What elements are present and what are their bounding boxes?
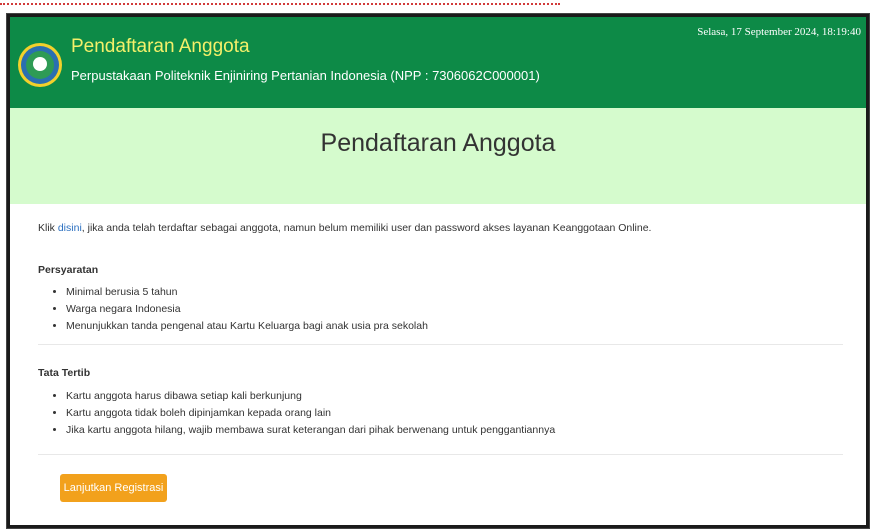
- list-item: • Kartu anggota tidak boleh dipinjamkan kepada orang lain: [66, 405, 555, 422]
- intro-text: [38, 222, 651, 234]
- hero-banner: [10, 108, 866, 204]
- persyaratan-list: [38, 284, 428, 335]
- continue-registration-button[interactable]: Lanjutkan Registrasi: [60, 474, 167, 502]
- divider: [38, 344, 843, 345]
- intro-suffix: , jika anda telah terdaftar sebagai anggota, namun belum memiliki user dan password akses layanan Keanggotaan Online.: [81, 222, 652, 234]
- current-datetime: Selasa, 17 September 2024, 18:19:40: [697, 26, 861, 38]
- library-logo-icon: [18, 43, 62, 87]
- site-header: [10, 17, 866, 108]
- intro-prefix: Klik: [38, 222, 58, 234]
- list-item: • Kartu anggota harus dibawa setiap kali berkunjung: [66, 388, 555, 405]
- list-item: • Minimal berusia 5 tahun: [66, 284, 428, 301]
- persyaratan-title: Persyaratan: [38, 264, 99, 276]
- list-item: • Menunjukkan tanda pengenal atau Kartu Keluarga bagi anak usia pra sekolah: [66, 318, 428, 335]
- list-item: • Warga negara Indonesia: [66, 301, 428, 318]
- tata-tertib-title: Tata Tertib: [38, 367, 91, 379]
- site-title: Pendaftaran Anggota: [71, 36, 250, 57]
- registration-page: [7, 14, 869, 528]
- site-subtitle: Perpustakaan Politeknik Enjiniring Pertanian Indonesia (NPP : 7306062C000001): [71, 68, 540, 83]
- list-item: • Jika kartu anggota hilang, wajib membawa surat keterangan dari pihak berwenang untuk penggantiannya: [66, 422, 555, 439]
- disini-link[interactable]: disini: [57, 222, 82, 234]
- divider: [38, 454, 843, 455]
- tata-tertib-list: [38, 388, 555, 439]
- page-title: Pendaftaran Anggota: [320, 129, 556, 157]
- dotted-top-border: [0, 3, 560, 5]
